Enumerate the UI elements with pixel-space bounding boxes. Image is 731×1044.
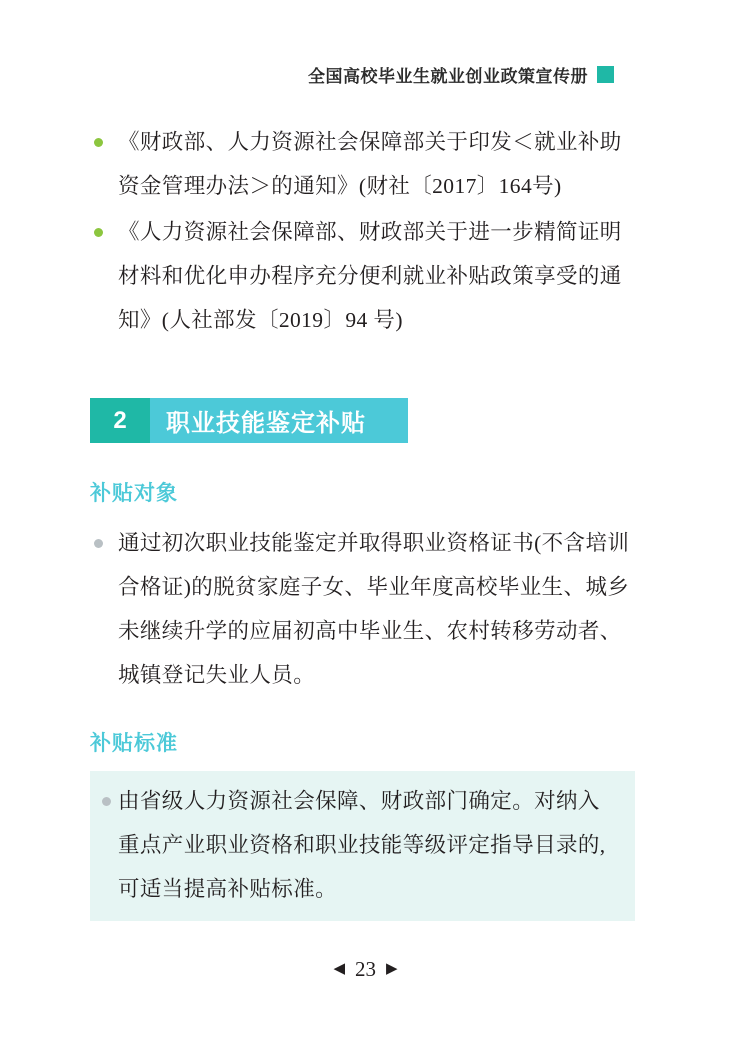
subsection-subsidy-target xyxy=(90,477,635,697)
subsection-heading: 补贴标准 xyxy=(90,732,178,755)
next-page-arrow-icon[interactable]: ▶ xyxy=(386,961,398,977)
page-footer xyxy=(0,957,731,982)
subsection-subsidy-standard xyxy=(90,727,635,921)
section-number: 2 xyxy=(90,398,150,443)
page-content xyxy=(90,120,635,921)
reference-list xyxy=(90,120,635,342)
subsection-text: 通过初次职业技能鉴定并取得职业资格证书(不含培训合格证)的脱贫家庭子女、毕业年度高校毕业生、城乡未继续升学的应届初高中毕业生、农村转移劳动者、城镇登记失业人员。 xyxy=(90,521,635,697)
page-number: 23 xyxy=(355,957,376,981)
page-header xyxy=(308,62,614,87)
subsection-text-highlighted: 由省级人力资源社会保障、财政部门确定。对纳入重点产业职业资格和职业技能等级评定指导目录的,可适当提高补贴标准。 xyxy=(90,771,635,921)
subsection-heading: 补贴对象 xyxy=(90,482,178,505)
header-title: 全国高校毕业生就业创业政策宣传册 xyxy=(308,67,588,86)
list-item: 《人力资源社会保障部、财政部关于进一步精简证明材料和优化申办程序充分便利就业补贴政策享受的通知》(人社部发〔2019〕94 号) xyxy=(90,210,635,342)
section-title: 职业技能鉴定补贴 xyxy=(150,398,408,443)
section-banner xyxy=(90,398,408,443)
prev-page-arrow-icon[interactable]: ◀ xyxy=(333,961,345,977)
square-mark-icon xyxy=(597,66,614,83)
list-item: 《财政部、人力资源社会保障部关于印发＜就业补助资金管理办法＞的通知》(财社〔2017〕164号) xyxy=(90,120,635,208)
